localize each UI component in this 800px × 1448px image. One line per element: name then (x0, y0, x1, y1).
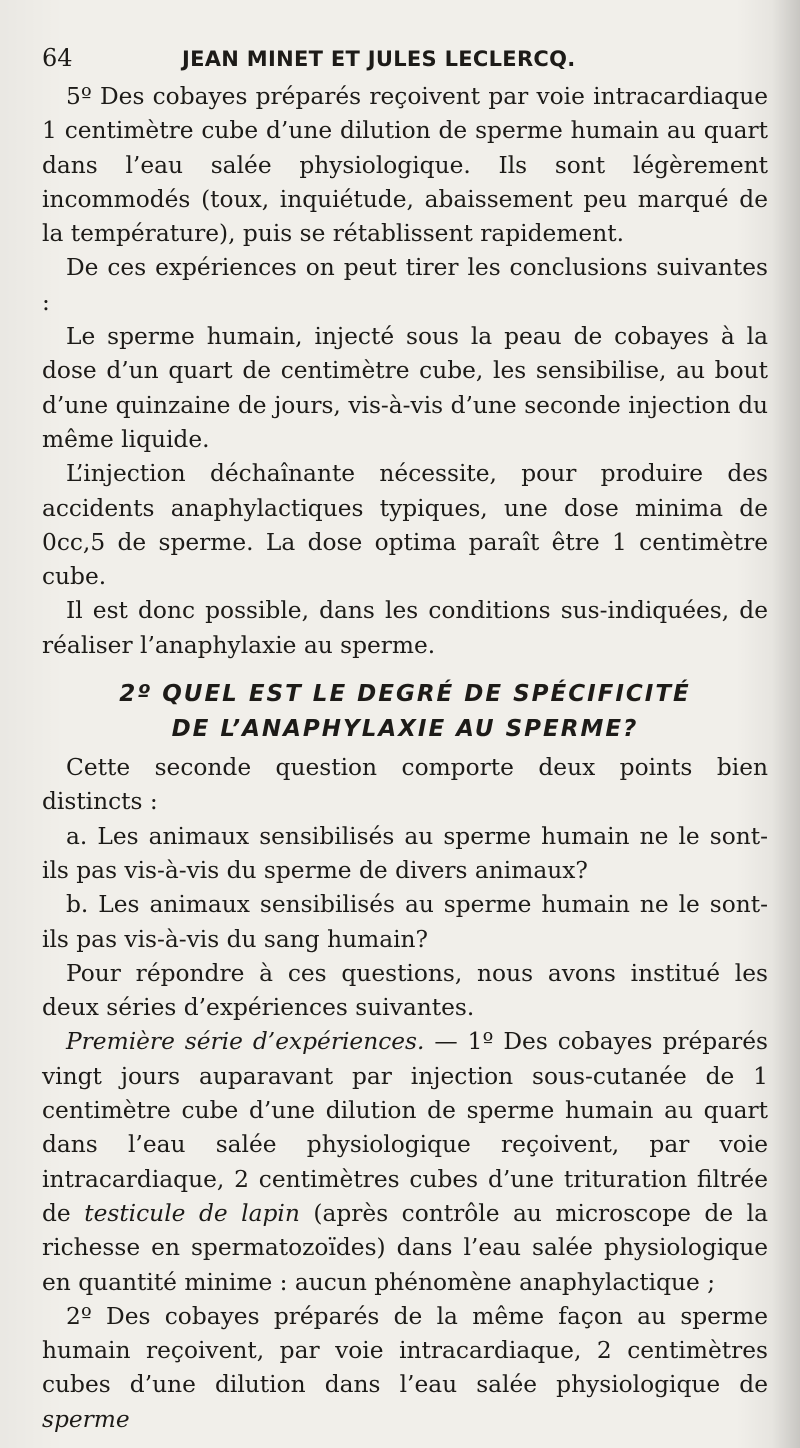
paragraph-experiment-5: 5º Des cobayes préparés reçoivent par voie intracardiaque 1 centimètre cube d’une dilution de sperme humain au quart dans l’eau salée physiologique. Ils sont légèrement incommodés (toux, inquiétude, abaissement peu marqué de la température), puis se rétablissent rapidement. (42, 83, 768, 248)
section-heading (42, 677, 768, 747)
section-heading-line-1: 2º QUEL EST LE DEGRÉ DE SPÉCIFICITÉ (119, 681, 691, 708)
first-series-label: Première série d’expériences. (66, 1028, 425, 1056)
paragraph-question-b: b. Les animaux sensibilisés au sperme humain ne le sont-ils pas vis-à-vis du sang humain? (42, 891, 768, 953)
running-head: JEAN MINET ET JULES LECLERCQ. (182, 47, 576, 71)
page-number: 64 (42, 44, 73, 72)
paragraph-possibility: Il est donc possible, dans les conditions sus-indiquées, de réaliser l’anaphylaxie au sperme. (42, 597, 768, 659)
paragraph-second-experiment (42, 1300, 768, 1437)
paragraph-question-intro: Cette seconde question comporte deux points bien distincts : (42, 754, 768, 816)
first-series-text-after: (après contrôle au microscope de la richesse en spermatozoïdes) dans l’eau salée physiologique en quantité minime : aucun phénomène anaphylactique ; (42, 1199, 768, 1296)
body-text (42, 80, 768, 1437)
paragraph-question-a: a. Les animaux sensibilisés au sperme humain ne le sont-ils pas vis-à-vis du sperme de divers animaux? (42, 822, 768, 884)
section-heading-line-2: DE L’ANAPHYLAXIE AU SPERME? (171, 716, 639, 743)
page-edge-shadow (772, 0, 800, 1448)
paragraph-dose: L’injection déchaînante nécessite, pour produire des accidents anaphylactiques typiques, une dose minima de 0cc,5 de sperme. La dose optima paraît être 1 centimètre cube. (42, 460, 768, 591)
second-experiment-italic-term: sperme (42, 1405, 130, 1433)
page-header (42, 38, 768, 78)
second-experiment-text: 2º Des cobayes préparés de la même façon au sperme humain reçoivent, par voie intracardiaque, 2 centimètres cubes d’une dilution dans l’eau salée physiologique de (42, 1302, 768, 1399)
paragraph-conclusion-intro: De ces expériences on peut tirer les conclusions suivantes : (42, 254, 768, 316)
paragraph-first-series (42, 1025, 768, 1299)
first-series-italic-term: testicule de lapin (84, 1199, 300, 1227)
paragraph-method: Pour répondre à ces questions, nous avons institué les deux séries d’expériences suivantes. (42, 959, 768, 1022)
paragraph-sensitization: Le sperme humain, injecté sous la peau de cobayes à la dose d’un quart de centimètre cube, les sensibilise, au bout d’une quinzaine de jours, vis-à-vis d’une seconde injection du même liquide. (42, 323, 768, 453)
first-series-text-before: — 1º Des cobayes préparés vingt jours auparavant par injection sous-cutanée de 1 centimètre cube d’une dilution de sperme humain au quart dans l’eau salée physiologique reçoivent, par voie intracardiaque, 2 centimètres cubes d’une trituration filtrée de (42, 1028, 768, 1227)
